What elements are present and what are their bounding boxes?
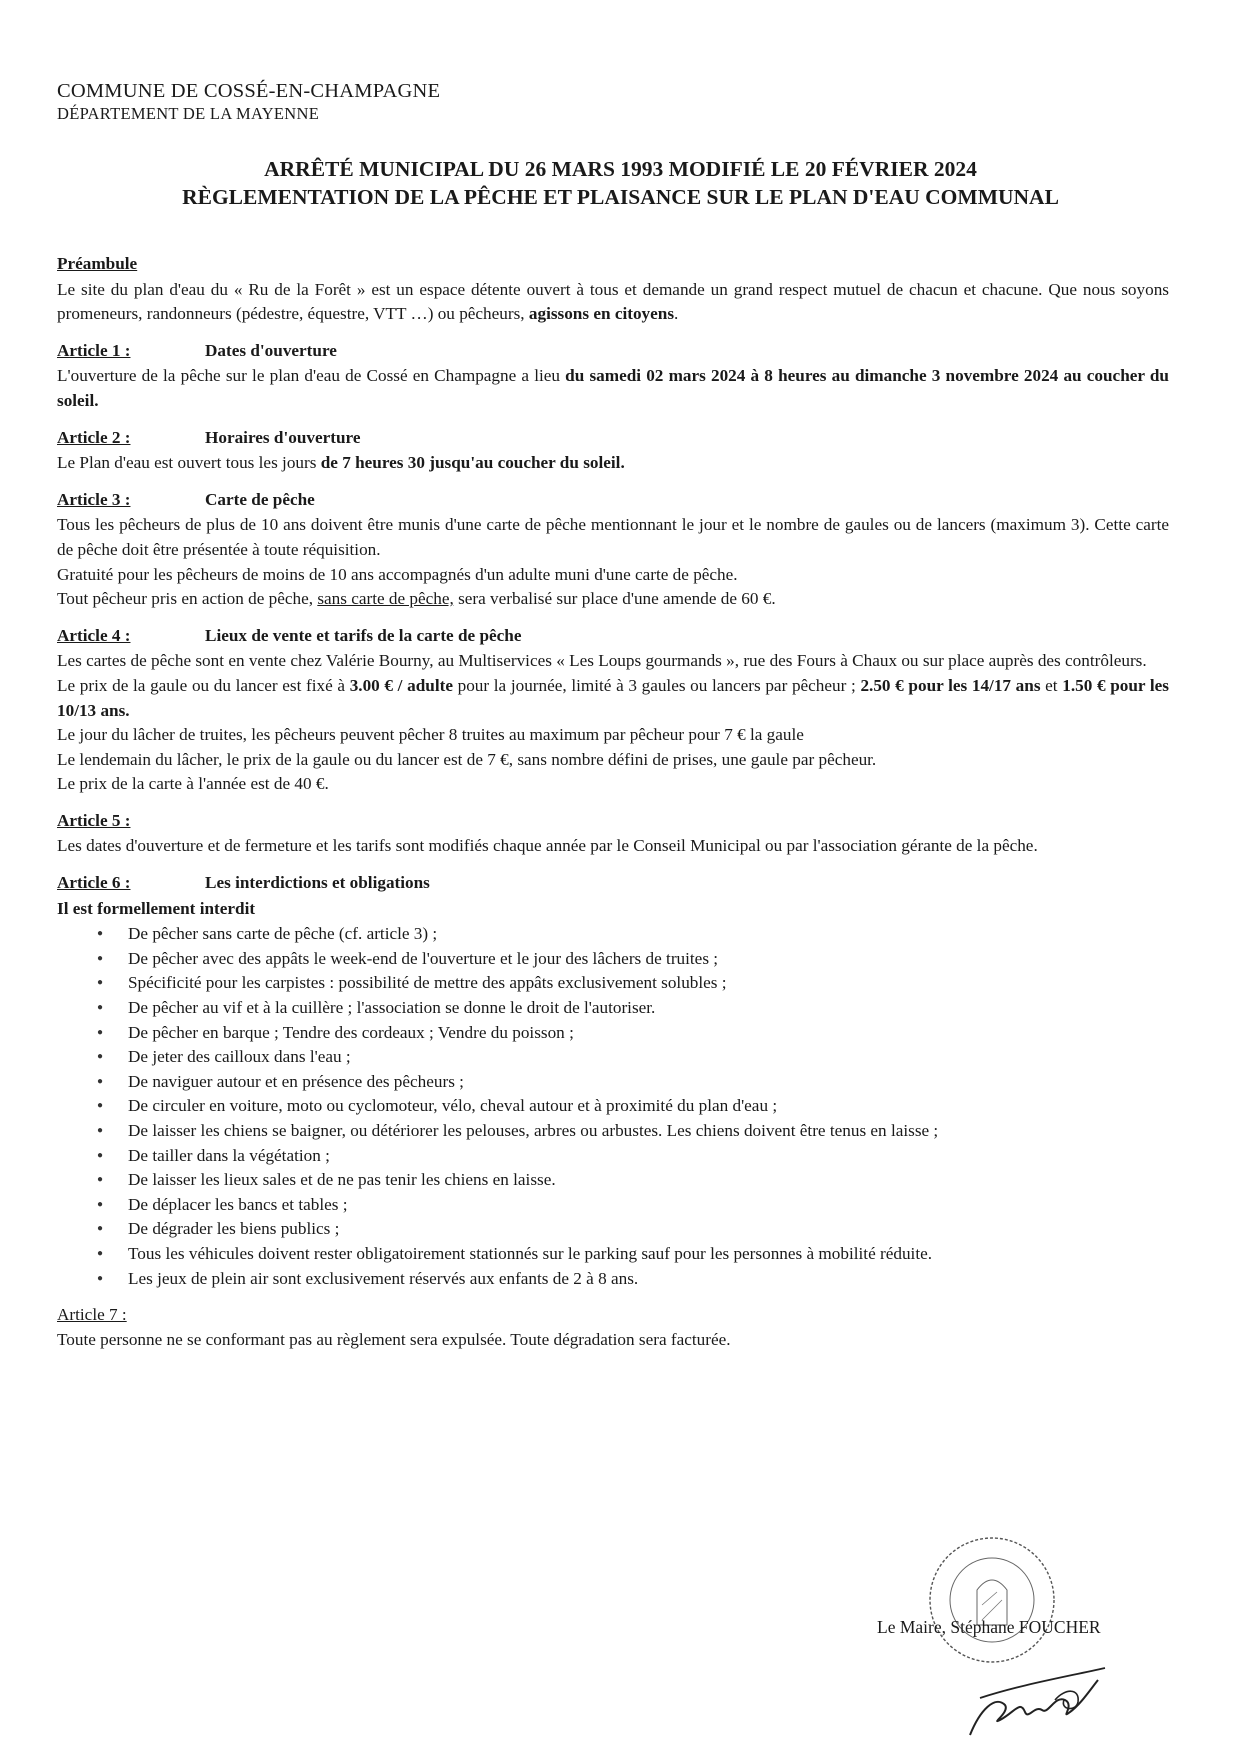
- municipal-seal-icon: [922, 1530, 1062, 1670]
- article-4-p3: Le jour du lâcher de truites, les pêcheurs peuvent pêcher 8 truites au maximum par pêcheur pour 7 € la gaule: [57, 725, 804, 745]
- article-2-title: Horaires d'ouverture: [205, 427, 361, 447]
- title-line-2: RÈGLEMENTATION DE LA PÊCHE ET PLAISANCE SUR LE PLAN D'EAU COMMUNAL: [182, 185, 1059, 209]
- article-7-text: Toute personne ne se conformant pas au règlement sera expulsée. Toute dégradation sera facturée.: [57, 1329, 731, 1349]
- prohibition-item: ● Tous les véhicules doivent rester obligatoirement stationnés sur le parking sauf pour les personnes à mobilité réduite.: [57, 1242, 1169, 1267]
- prohibitions-list: [57, 922, 1169, 1291]
- document-titles: [0, 155, 1241, 211]
- document-header: [57, 79, 440, 125]
- article-2-text: [57, 451, 1169, 476]
- article-6-heading: [57, 871, 1169, 896]
- article-6-title: Les interdictions et obligations: [205, 873, 430, 893]
- preamble-heading: [57, 252, 1169, 277]
- handwritten-signature-icon: [960, 1650, 1110, 1745]
- article-2-text-bold: de 7 heures 30 jusqu'au coucher du soleil.: [320, 453, 625, 473]
- prohibition-item: ● De laisser les chiens se baigner, ou détériorer les pelouses, arbres ou arbustes. Les chiens doivent être tenus en laisse ;: [57, 1119, 1169, 1144]
- prohibition-item: ● Les jeux de plein air sont exclusivement réservés aux enfants de 2 à 8 ans.: [57, 1267, 1169, 1292]
- department-name: DÉPARTEMENT DE LA MAYENNE: [57, 104, 320, 123]
- prohibition-item: ● De pêcher avec des appâts le week-end de l'ouverture et le jour des lâchers de truites ;: [57, 947, 1169, 972]
- preamble-text: [57, 278, 1169, 327]
- article-4: [57, 624, 1169, 797]
- prohibition-item: ● De déplacer les bancs et tables ;: [57, 1193, 1169, 1218]
- article-2: [57, 426, 1169, 476]
- document-body: [57, 252, 1169, 1352]
- article-5-text: Les dates d'ouverture et de fermeture et les tarifs sont modifiés chaque année par le Conseil Municipal ou par l'association gérante de la pêche.: [57, 836, 1038, 856]
- article-5: [57, 809, 1169, 859]
- preamble-text-end: .: [674, 304, 679, 324]
- article-4-title: Lieux de vente et tarifs de la carte de pêche: [205, 625, 522, 645]
- commune-name: COMMUNE DE COSSÉ-EN-CHAMPAGNE: [57, 80, 441, 102]
- article-3-p3: [57, 587, 1169, 612]
- article-3-p3-a: Tout pêcheur pris en action de pêche,: [57, 589, 318, 609]
- article-3-p1: Tous les pêcheurs de plus de 10 ans doivent être munis d'une carte de pêche mentionnant le jour et le nombre de gaules ou de lancers (maximum 3). Cette carte de pêche doit être présentée à toute réquisition.: [57, 515, 1169, 559]
- article-5-heading: [57, 809, 1169, 834]
- article-4-p2-d: et: [1040, 675, 1063, 695]
- article-7-heading: [57, 1303, 1169, 1328]
- article-3-p3-b: sera verbalisé sur place d'une amende de 60 €.: [453, 589, 776, 609]
- article-4-p5: Le prix de la carte à l'année est de 40 €.: [57, 774, 329, 794]
- article-6-label: Article 6 :: [57, 873, 131, 893]
- article-3-heading: [57, 488, 1169, 513]
- prohibition-item: ● De pêcher au vif et à la cuillère ; l'association se donne le droit de l'autoriser.: [57, 996, 1169, 1021]
- article-4-p1: Les cartes de pêche sont en vente chez Valérie Bourny, au Multiservices « Les Loups gourmands », rue des Fours à Chaux ou sur place auprès des contrôleurs.: [57, 651, 1147, 671]
- article-1-label: Article 1 :: [57, 340, 131, 360]
- prohibition-item: ● De laisser les lieux sales et de ne pas tenir les chiens en laisse.: [57, 1168, 1169, 1193]
- article-4-p2-a: Le prix de la gaule ou du lancer est fixé à: [57, 675, 350, 695]
- article-3-p2: Gratuité pour les pêcheurs de moins de 10 ans accompagnés d'un adulte muni d'une carte de pêche.: [57, 564, 738, 584]
- preamble-text-bold: agissons en citoyens: [528, 304, 675, 324]
- article-1-heading: [57, 339, 1169, 364]
- article-7: [57, 1303, 1169, 1352]
- article-6-subheading: Il est formellement interdit: [57, 898, 256, 918]
- prohibition-item: ● De pêcher sans carte de pêche (cf. article 3) ;: [57, 922, 1169, 947]
- article-1-text-main: L'ouverture de la pêche sur le plan d'eau de Cossé en Champagne a lieu: [57, 366, 566, 386]
- article-1-text-bold: du samedi 02 mars 2024 à 8 heures au dimanche 3 novembre 2024 au coucher du soleil.: [57, 366, 1169, 410]
- article-1-title: Dates d'ouverture: [205, 340, 337, 360]
- article-3-label: Article 3 :: [57, 489, 131, 509]
- article-3: [57, 488, 1169, 612]
- title-line-1: ARRÊTÉ MUNICIPAL DU 26 MARS 1993 MODIFIÉ LE 20 FÉVRIER 2024: [264, 157, 977, 181]
- article-3-p3-underlined: sans carte de pêche,: [317, 589, 454, 609]
- article-4-heading: [57, 624, 1169, 649]
- article-5-label: Article 5 :: [57, 810, 131, 830]
- article-4-p4: Le lendemain du lâcher, le prix de la gaule ou du lancer est de 7 €, sans nombre défini de prises, une gaule par pêcheur.: [57, 749, 877, 769]
- prohibition-item: ● De pêcher en barque ; Tendre des cordeaux ; Vendre du poisson ;: [57, 1021, 1169, 1046]
- article-2-heading: [57, 426, 1169, 451]
- article-1-text: [57, 364, 1169, 413]
- prohibition-item: ● De circuler en voiture, moto ou cyclomoteur, vélo, cheval autour et à proximité du plan d'eau ;: [57, 1094, 1169, 1119]
- prohibition-item: ● De naviguer autour et en présence des pêcheurs ;: [57, 1070, 1169, 1095]
- article-2-label: Article 2 :: [57, 427, 131, 447]
- preamble-heading-text: Préambule: [57, 254, 138, 273]
- article-4-p2-c: pour la journée, limité à 3 gaules ou lancers par pêcheur ;: [452, 675, 861, 695]
- article-1: [57, 339, 1169, 414]
- article-6: [57, 871, 1169, 1291]
- article-7-label: Article 7 :: [57, 1305, 127, 1325]
- article-2-text-main: Le Plan d'eau est ouvert tous les jours: [57, 453, 321, 473]
- prohibition-item: ● De tailler dans la végétation ;: [57, 1144, 1169, 1169]
- article-3-title: Carte de pêche: [205, 489, 315, 509]
- article-4-price-adult: 3.00 € / adulte: [349, 675, 453, 695]
- article-4-price-teen: 2.50 € pour les 14/17 ans: [860, 675, 1041, 695]
- prohibition-item: ● De dégrader les biens publics ;: [57, 1217, 1169, 1242]
- preamble-text-main: Le site du plan d'eau du « Ru de la Forêt » est un espace détente ouvert à tous et demande un grand respect mutuel de chacun et chacune. Que nous soyons promeneurs, randonneurs (pédestre, équestre, VTT …) ou pêcheurs,: [57, 279, 1169, 324]
- mayor-signature-line: Le Maire, Stéphane FOUCHER: [877, 1617, 1101, 1637]
- prohibition-item: ● De jeter des cailloux dans l'eau ;: [57, 1045, 1169, 1070]
- article-4-label: Article 4 :: [57, 625, 131, 645]
- article-4-price-child: 1.50 € pour les 10/13 ans.: [57, 675, 1169, 720]
- article-4-p2: [57, 674, 1169, 723]
- prohibition-item: ● Spécificité pour les carpistes : possibilité de mettre des appâts exclusivement solubles ;: [57, 971, 1169, 996]
- preamble-section: [57, 252, 1169, 327]
